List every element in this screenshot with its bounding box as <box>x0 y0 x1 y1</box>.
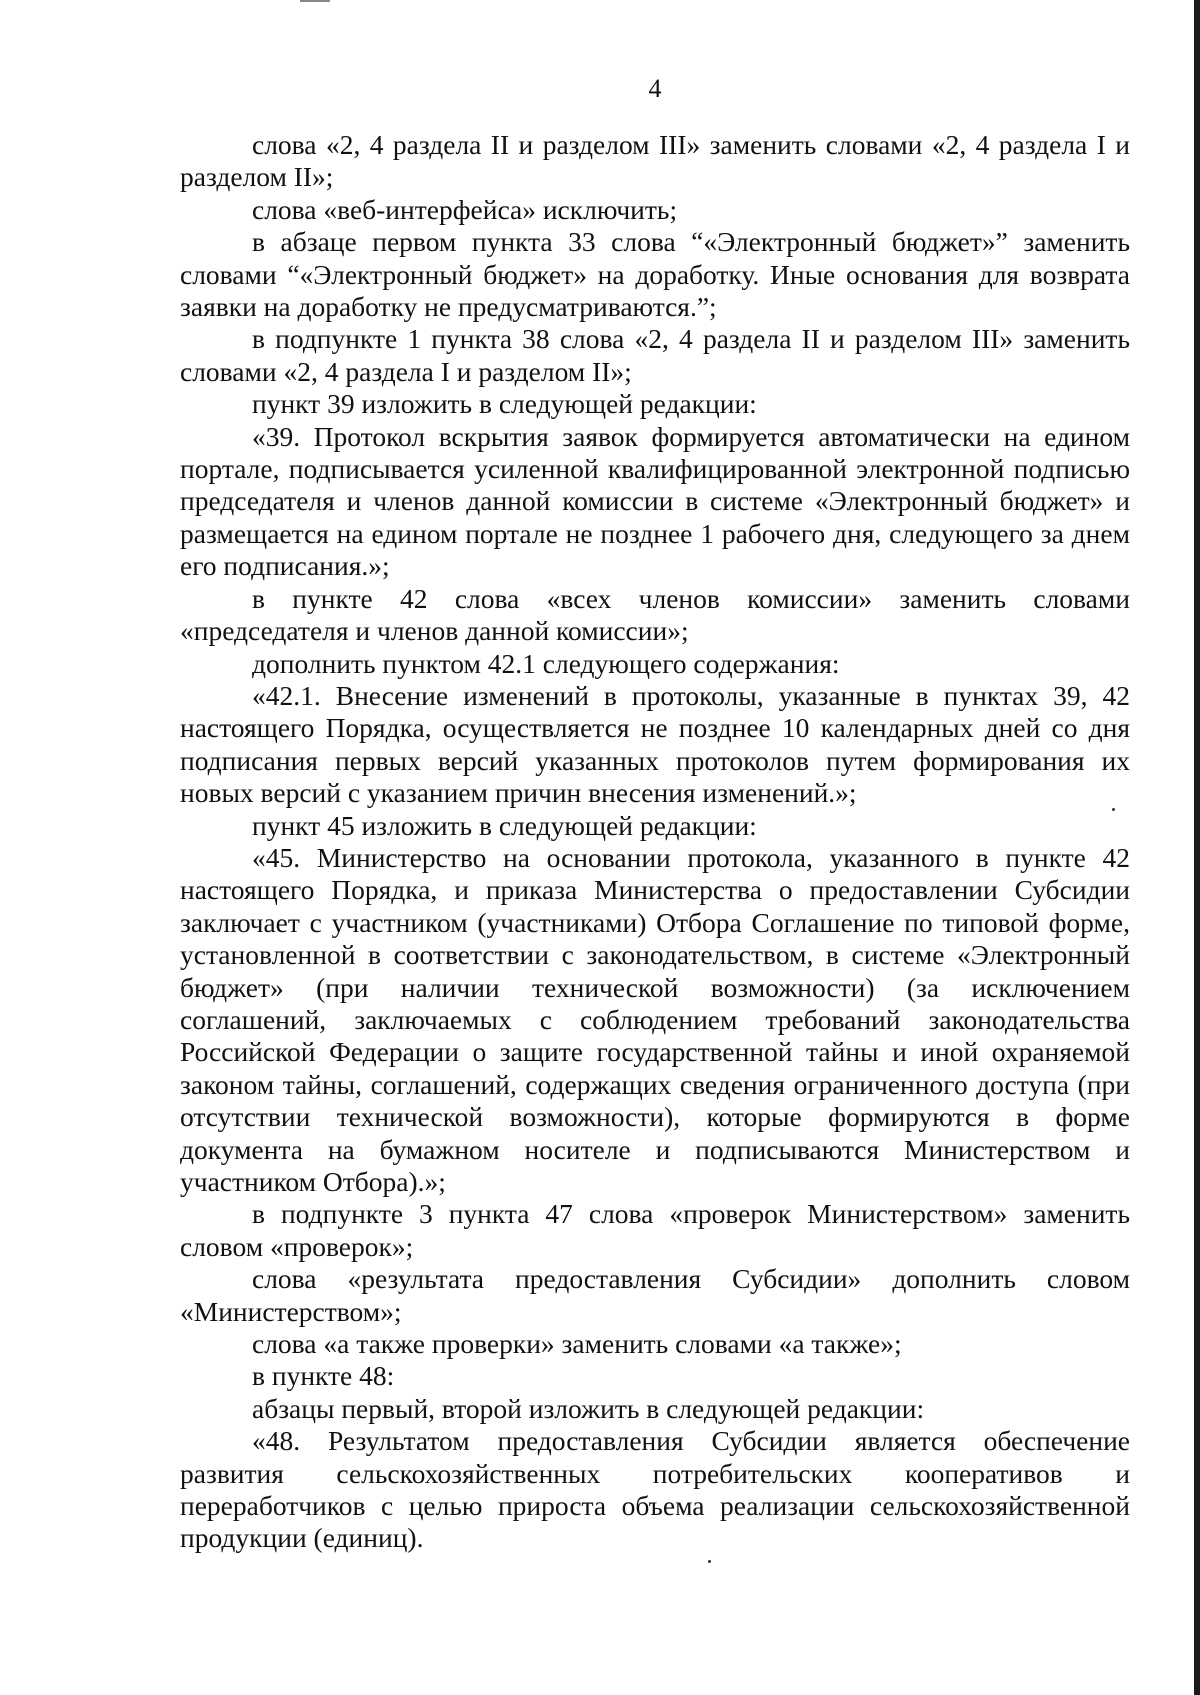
paragraph: в абзаце первом пункта 33 слова “«Электронный бюджет»” заменить словами “«Электронный бюджет» на доработку. Иные основания для возврата заявки на доработку не предусматриваются.”; <box>180 226 1130 323</box>
document-body <box>180 129 1130 1555</box>
paragraph: дополнить пунктом 42.1 следующего содержания: <box>252 647 840 679</box>
page-number: 4 <box>648 74 662 103</box>
scan-edge <box>1194 0 1200 1695</box>
paragraph: пункт 39 изложить в следующей редакции: <box>252 388 757 420</box>
paragraph: абзацы первый, второй изложить в следующей редакции: <box>252 1392 925 1424</box>
paragraph: слова «а также проверки» заменить словами «а также»; <box>252 1328 902 1360</box>
paragraph: слова «2, 4 раздела II и разделом III» заменить словами «2, 4 раздела I и разделом II»; <box>180 129 1130 193</box>
paragraph: слова «веб-интерфейса» исключить; <box>252 193 678 225</box>
paragraph: в подпункте 1 пункта 38 слова «2, 4 раздела II и разделом III» заменить словами «2, 4 раздела I и разделом II»; <box>180 323 1130 387</box>
paragraph: пункт 45 изложить в следующей редакции: <box>252 809 757 841</box>
paragraph: «48. Результатом предоставления Субсидии является обеспечение развития сельскохозяйственных потребительских кооперативов и переработчиков с целью прироста объема реализации сельскохозяйственной продукции (единиц). <box>180 1425 1130 1554</box>
scan-artifact <box>300 0 330 2</box>
paragraph: слова «результата предоставления Субсидии» дополнить словом «Министерством»; <box>180 1263 1130 1327</box>
paragraph: в подпункте 3 пункта 47 слова «проверок Министерством» заменить словом «проверок»; <box>180 1198 1130 1262</box>
paragraph: «39. Протокол вскрытия заявок формируется автоматически на едином портале, подписывается усиленной квалифицированной электронной подписью председателя и членов данной комиссии в системе «Электронный бюджет» и размещается на едином портале не позднее 1 рабочего дня, следующего за днем его подписания.»; <box>180 420 1130 582</box>
paragraph: «42.1. Внесение изменений в протоколы, указанные в пунктах 39, 42 настоящего Порядка, осуществляется не позднее 10 календарных дней со дня подписания первых версий указанных протоколов путем формирования их новых версий с указанием причин внесения изменений.»; <box>180 679 1130 809</box>
paragraph: в пункте 48: <box>252 1360 395 1392</box>
paragraph: в пункте 42 слова «всех членов комиссии» заменить словами «председателя и членов данной комиссии»; <box>180 582 1130 647</box>
scan-speck <box>708 1560 711 1563</box>
paragraph: «45. Министерство на основании протокола, указанного в пункте 42 настоящего Порядка, и приказа Министерства о предоставлении Субсидии заключает с участником (участниками) Отбора Соглашение по типовой форме, установленной в соответствии с законодательством, в системе «Электронный бюджет» (при наличии технической возможности) (за исключением соглашений, заключаемых с соблюдением требований законодательства Российской Федерации о защите государственной тайны и иной охраняемой законом тайны, соглашений, содержащих сведения ограниченного доступа (при отсутствии технической возможности), которые формируются в форме документа на бумажном носителе и подписываются Министерством и участником Отбора).»; <box>180 841 1130 1197</box>
